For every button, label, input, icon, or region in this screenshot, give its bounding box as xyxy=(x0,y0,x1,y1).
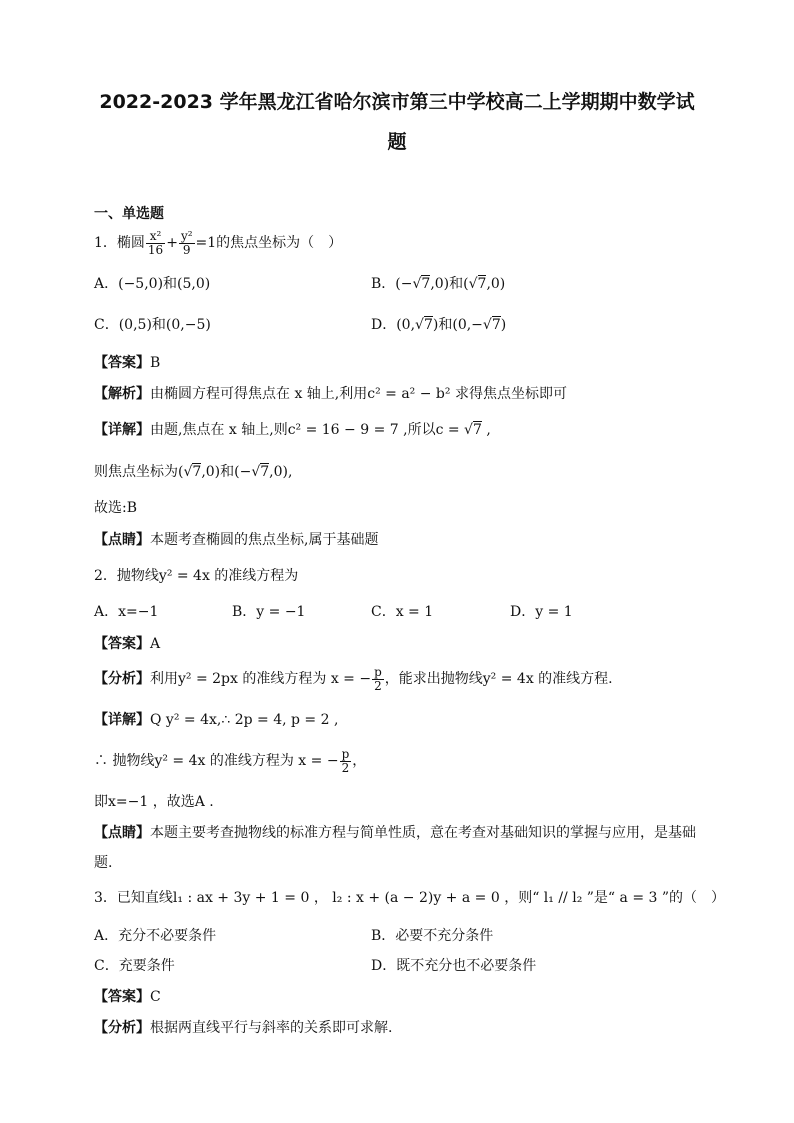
q2-choose: 即x=−1 ，故选A . xyxy=(94,794,214,810)
q1-option-c: C．(0,5)和(0,−5) xyxy=(94,317,211,333)
q3-analysis: 【分析】根据两直线平行与斜率的关系即可求解. xyxy=(94,1020,393,1036)
q2-analysis: 【分析】利用y² = 2px 的准线方程为 x = − $\frac{p}{2}$ ，能求出抛物线y² = 4x 的准线方程. xyxy=(94,664,613,693)
q2-detail: 【详解】Q y² = 4x,∴ 2p = 4, p = 2 , xyxy=(94,712,339,728)
q2-comment: 【点睛】本题主要考查抛物线的标准方程与简单性质，意在考查对基础知识的掌握与应用，是基础题. xyxy=(94,825,696,871)
q2-option-a: A．x=−1 xyxy=(94,604,159,620)
q1-focus-result: 则焦点坐标为(√7,0)和(−√7,0), xyxy=(94,464,293,480)
q1-option-a: A．(−5,0)和(5,0) xyxy=(94,276,211,292)
q3-option-a: A．充分不必要条件 xyxy=(94,928,217,944)
q1-option-b: B．(−√7,0)和(√7,0) xyxy=(371,276,506,292)
q1-comment: 【点睛】本题考查椭圆的焦点坐标,属于基础题 xyxy=(94,532,379,548)
document-title xyxy=(60,82,734,162)
q3-option-d: D．既不充分也不必要条件 xyxy=(371,958,537,974)
q1-option-d: D．(0,√7)和(0,−√7) xyxy=(371,317,507,333)
q1-answer: 【答案】B xyxy=(94,355,161,371)
q3-answer: 【答案】C xyxy=(94,989,161,1005)
q2-therefore: ∴ 抛物线y² = 4x 的准线方程为 x = − $\frac{p}{2}$ ， xyxy=(94,746,367,775)
q1-fraction-x: $\frac{\text{x²}}{16}$ xyxy=(147,228,164,257)
q2-fraction-p2-b: $\frac{p}{2}$ xyxy=(341,746,350,775)
title-line-1: 2022-2023 学年黑龙江省哈尔滨市第三中学校高二上学期期中数学试 xyxy=(99,91,695,113)
q3-option-c: C．充要条件 xyxy=(94,958,175,974)
q1-detail: 【详解】由题,焦点在 x 轴上,则c² = 16 − 9 = 7 ,所以c = √7 , xyxy=(94,422,491,438)
q1-stem: 1．椭圆 $\frac{\text{x²}}{16}$ + $\frac{\text{y²}}{9}$ =1的焦点坐标为（ ） xyxy=(94,228,343,257)
q2-fraction-p2: $\frac{p}{2}$ xyxy=(374,664,382,693)
q2-stem: 2．抛物线y² = 4x 的准线方程为 xyxy=(94,568,299,584)
q1-fraction-y: $\frac{\text{y²}}{9}$ xyxy=(180,228,193,257)
q1-choose: 故选:B xyxy=(94,500,138,516)
q2-answer: 【答案】A xyxy=(94,636,161,652)
q2-option-b: B．y = −1 xyxy=(232,604,306,620)
title-line-2: 题 xyxy=(387,131,407,153)
section-heading: 一、单选题 xyxy=(94,206,164,222)
q2-option-c: C．x = 1 xyxy=(371,604,434,620)
q3-option-b: B．必要不充分条件 xyxy=(371,928,494,944)
q1-analysis: 【解析】由椭圆方程可得焦点在 x 轴上,利用c² = a² − b² 求得焦点坐标即可 xyxy=(94,386,567,402)
q3-stem: 3．已知直线l₁ : ax + 3y + 1 = 0 ， l₂ : x + (a − 2)y + a = 0 ，则“ l₁ // l₂ ”是“ a = 3 ”的（ ） xyxy=(94,890,726,906)
q2-option-d: D．y = 1 xyxy=(510,604,573,620)
